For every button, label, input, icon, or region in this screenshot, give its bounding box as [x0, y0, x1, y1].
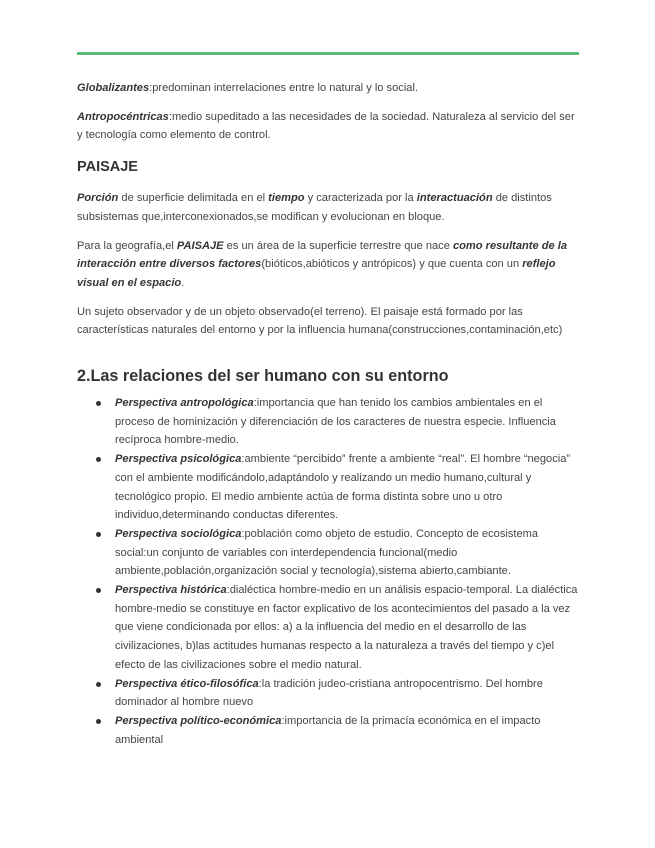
- text-antropocentricas: :medio supeditado a las necesidades de la sociedad. Naturaleza al servicio del ser y tecnología como elemento de control.: [77, 110, 575, 142]
- item-term: Perspectiva sociológica: [115, 527, 242, 540]
- paragraph-paisaje-definition: [77, 189, 579, 226]
- item-term: Perspectiva político-económica: [115, 714, 282, 727]
- bold-porcion: Porción: [77, 192, 119, 205]
- section-heading-paisaje: PAISAJE: [77, 159, 138, 176]
- text: (bióticos,abióticos y antrópicos) y que cuenta con un: [261, 258, 523, 271]
- bold-paisaje: PAISAJE: [176, 239, 224, 252]
- term-antropocentricas: Antropocéntricas: [77, 110, 169, 123]
- bold-tiempo: tiempo: [268, 192, 305, 205]
- item-text: :importancia de la primacía económica en el impacto ambiental: [115, 714, 541, 746]
- text-globalizantes: :predominan interrelaciones entre lo natural y lo social.: [149, 82, 419, 94]
- bold-resultante: como resultante de la interacción entre diversos factores: [77, 239, 568, 271]
- item-text: :población como objeto de estudio. Concepto de ecosistema social:un conjunto de variables con interdependencia funcional(medio ambiente,población,organización social y tecnología),sistema abierto,cambiante.: [115, 527, 539, 578]
- list-item: [77, 675, 579, 712]
- item-term: Perspectiva ético-filosófica: [115, 677, 259, 690]
- list-item: [77, 712, 579, 749]
- paragraph-antropocentricas: [77, 108, 579, 145]
- perspectives-list: [77, 394, 579, 749]
- item-text: :la tradición judeo-cristiana antropocentrismo. Del hombre dominador al hombre nuevo: [115, 677, 543, 709]
- item-term: Perspectiva psicológica: [115, 453, 242, 466]
- document-body: [77, 79, 579, 749]
- text: de distintos subsistemas que,interconexionados,se modifican y evolucionan en bloque.: [77, 192, 552, 223]
- item-text: :ambiente “percibido” frente a ambiente “real”. El hombre “negocia” con el ambiente modificándolo,adaptándolo y realizando un medio humano,cultural y tecnológico propio. El medio ambiente actúa de forma distinta sobre uno u otro individuo,determinando conductas diferentes.: [115, 453, 571, 522]
- text: es un área de la superficie terrestre que nace: [223, 239, 453, 252]
- term-globalizantes: Globalizantes: [77, 82, 150, 94]
- bullet-icon: [96, 588, 101, 593]
- section-heading-relaciones: 2.Las relaciones del ser humano con su entorno: [77, 367, 449, 386]
- text: .: [181, 276, 185, 289]
- bold-interactuacion: interactuación: [416, 192, 493, 205]
- item-text: :dialéctica hombre-medio en un análisis espacio-temporal. La dialéctica hombre-medio se constituye en factor explicativo de los acontecimientos del pasado a la vez que viene condicionada por ellos: a) a la influencia del medio en el desarrollo de las civilizaciones, b)las actitudes humanas respecto a la naturaleza a través del tiempo y c)el efecto de las civilizaciones sobre el medio natural.: [115, 584, 578, 671]
- paragraph-globalizantes: [77, 79, 579, 98]
- bullet-icon: [96, 401, 101, 406]
- list-item: [77, 450, 579, 525]
- paragraph-paisaje-geografia: [77, 237, 579, 293]
- text: y caracterizada por la: [304, 192, 417, 205]
- text: de superficie delimitada en el: [118, 192, 269, 205]
- item-term: Perspectiva histórica: [115, 584, 227, 597]
- list-item: [77, 525, 579, 581]
- header-divider: [77, 52, 579, 55]
- list-item: [77, 581, 579, 675]
- paragraph-paisaje-observador: Un sujeto observador y de un objeto observado(el terreno). El paisaje está formado por las características naturales del entorno y por la influencia humana(construcciones,contaminación,etc): [77, 305, 563, 337]
- item-text: :importancia que han tenido los cambios ambientales en el proceso de hominización y diferenciación de los caracteres de nuestra especie. Influencia recíproca hombre-medio.: [115, 397, 556, 447]
- item-term: Perspectiva antropológica: [115, 397, 254, 410]
- list-item: [77, 394, 579, 450]
- text: Para la geografía,el: [77, 239, 177, 252]
- bullet-icon: [96, 532, 101, 537]
- bullet-icon: [96, 457, 101, 462]
- bullet-icon: [96, 682, 101, 687]
- bullet-icon: [96, 719, 101, 724]
- bold-reflejo-visual: reflejo visual en el espacio: [77, 258, 556, 289]
